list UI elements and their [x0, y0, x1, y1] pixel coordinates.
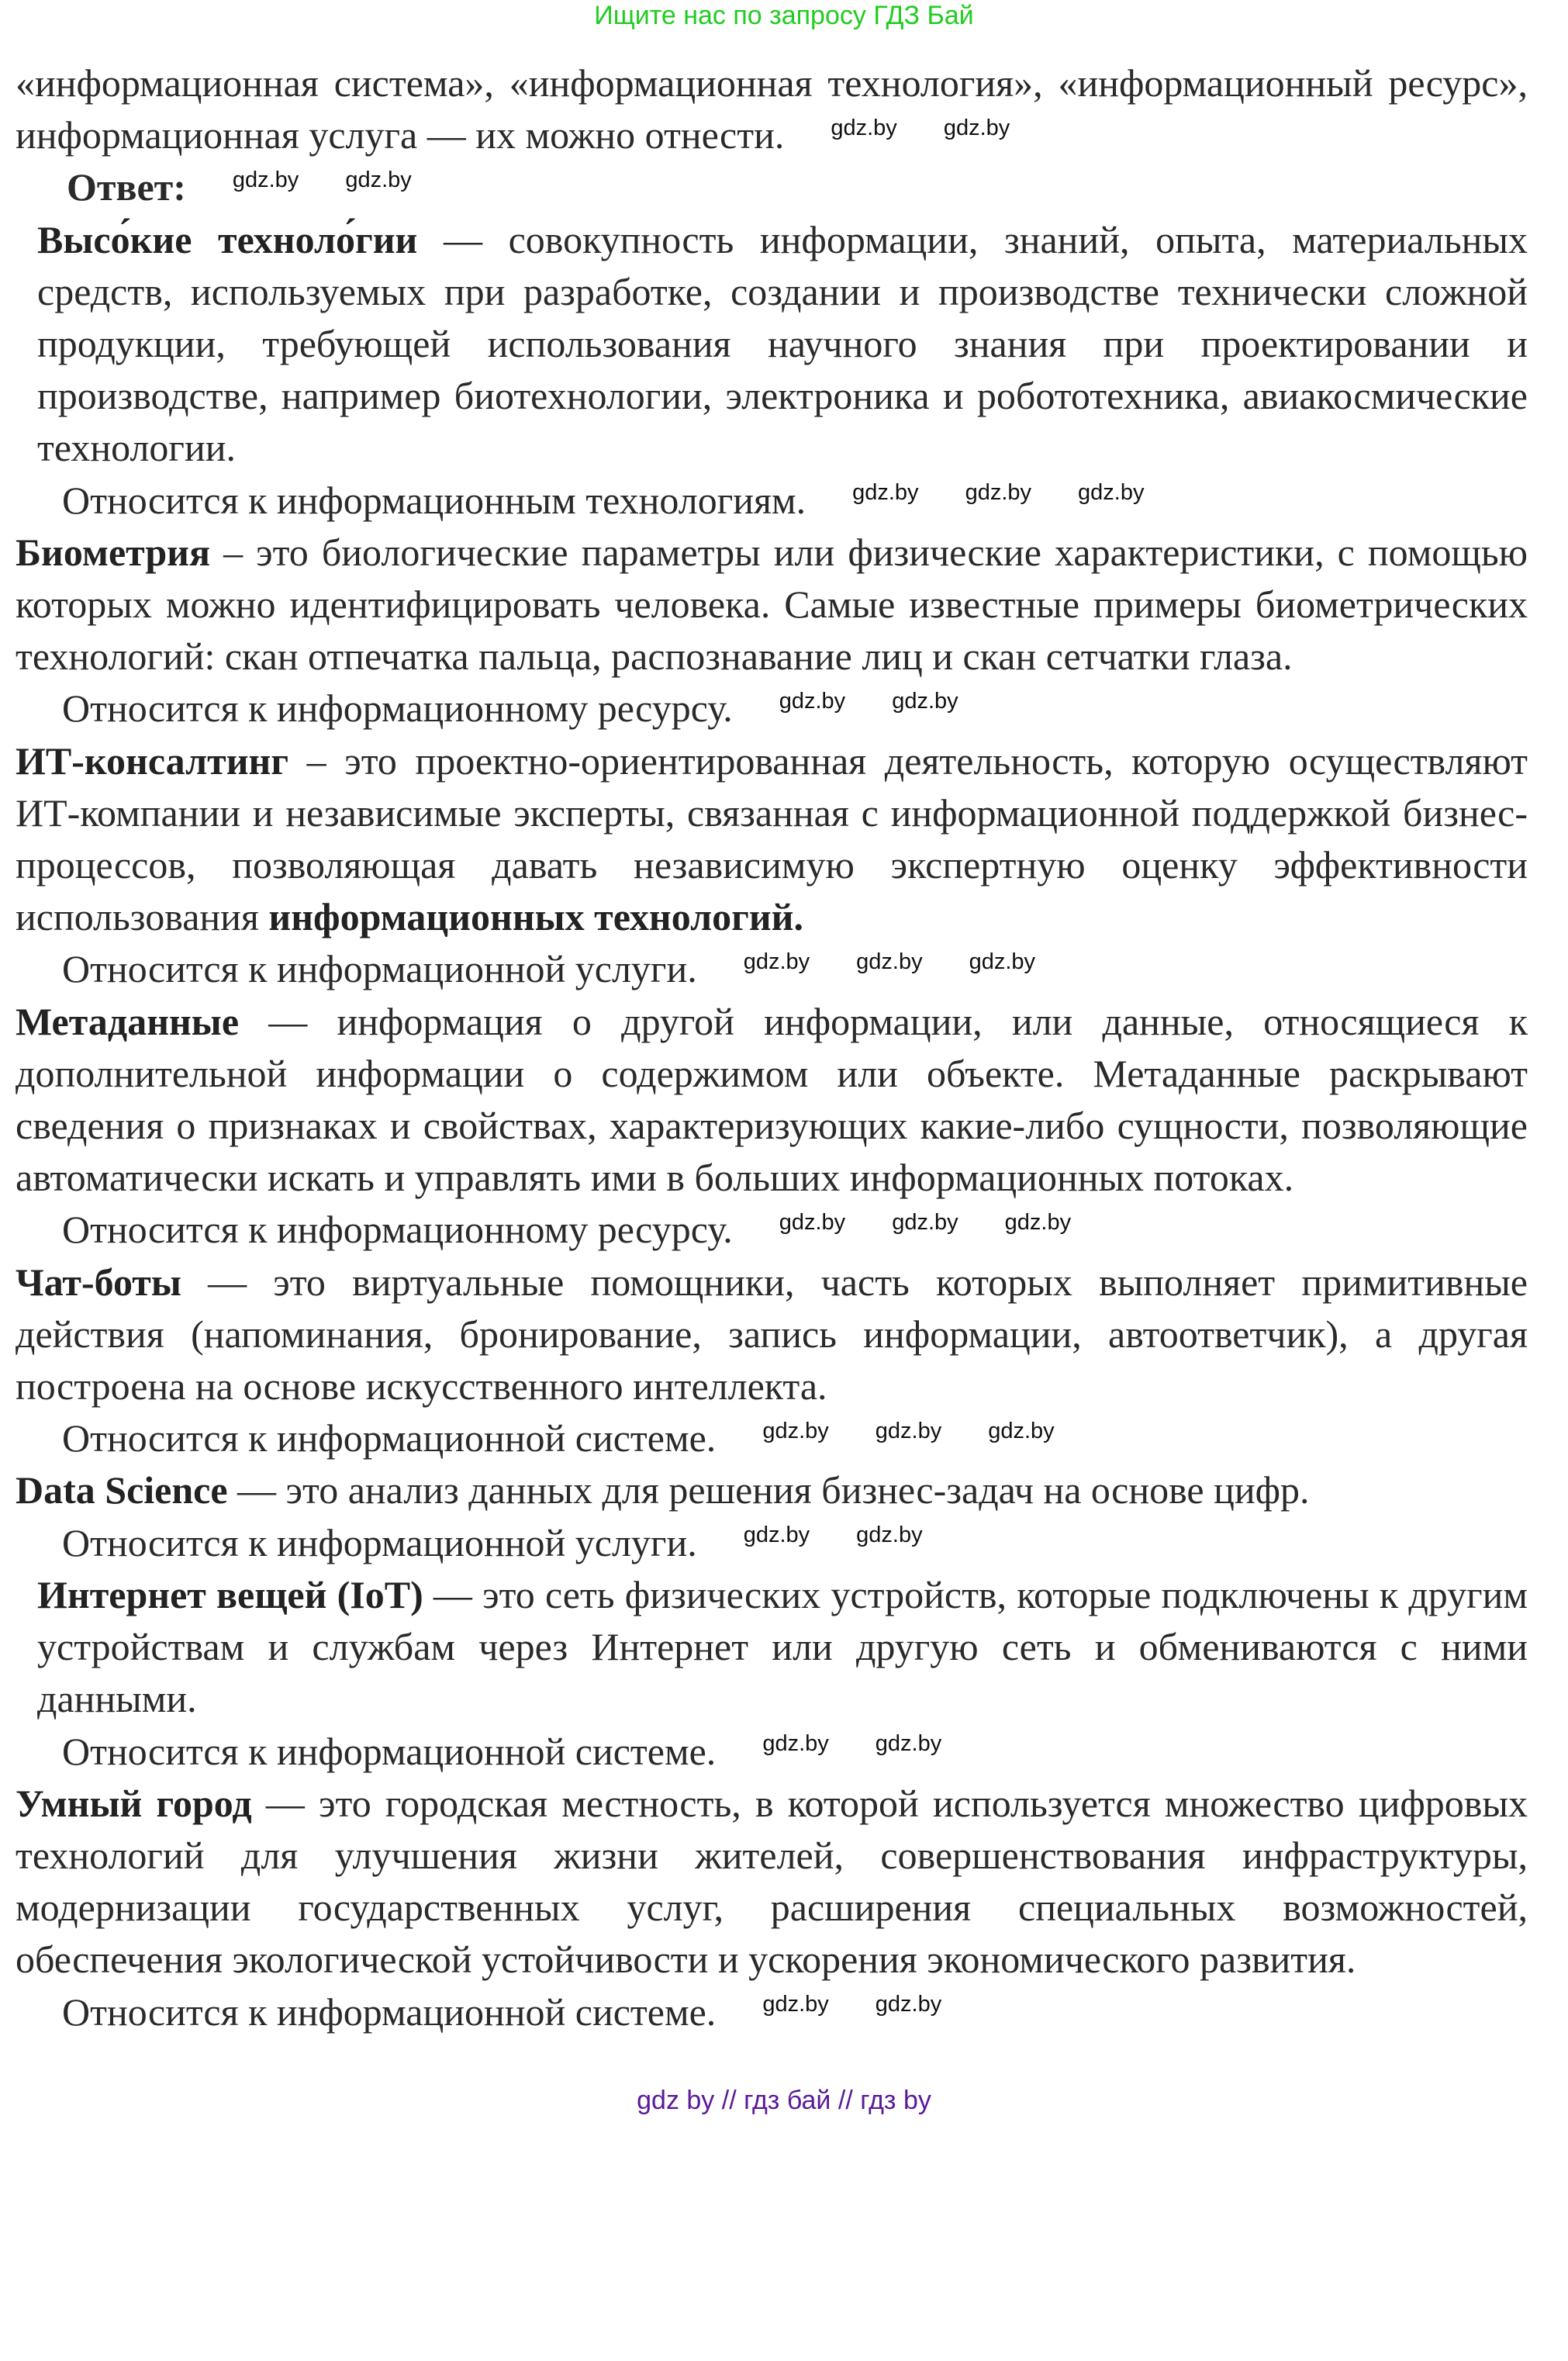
watermark: gdz.by — [852, 479, 919, 505]
category-text: Относится к информационной системе. — [62, 1416, 717, 1461]
term: ИТ-консалтинг — [16, 738, 289, 783]
definition: — информация о другой информации, или данные, относящиеся к дополнительной информации о содержимом или объекте. Метаданные раскрывают сведения о признаках и свойствах, характеризующих какие-либо сущности, позволяющие автоматически искать и управлять ими в больших информационных потоках. — [16, 999, 1528, 1200]
watermark: gdz.by — [831, 115, 897, 140]
watermark: gdz.by — [232, 167, 299, 192]
watermark: gdz.by — [345, 167, 412, 192]
category-text: Относится к информационным технологиям. — [62, 478, 806, 522]
watermark: gdz.by — [1004, 1209, 1072, 1235]
term: Чат-боты — [16, 1260, 181, 1304]
watermark: gdz.by — [943, 115, 1010, 140]
definition-paragraph — [16, 527, 1528, 683]
watermark: gdz.by — [969, 949, 1036, 974]
answer-label: Ответ: — [67, 165, 186, 209]
watermark: gdz.by — [875, 1991, 942, 2017]
definition-bold: информационных технологий. — [268, 895, 803, 939]
watermark: gdz.by — [965, 479, 1032, 505]
watermark: gdz.by — [779, 1209, 846, 1235]
category-line — [16, 683, 1528, 735]
term: Интернет вещей (IoT) — [37, 1572, 423, 1616]
entries-list — [16, 214, 1528, 2038]
category-text: Относится к информационному ресурсу. — [62, 686, 733, 731]
definition: — совокупность информации, знаний, опыта, материальных средств, используемых при разработке, создании и производстве технически сложной продукции, требующей использования научного знания при проектировании и производстве, например биотехнологии, электроника и робототехника, авиакосмические технологии. — [37, 217, 1528, 470]
category-line — [16, 1517, 1528, 1569]
watermark: gdz.by — [743, 1523, 810, 1548]
term: Умный город — [16, 1781, 252, 1825]
term: Data Science — [16, 1468, 228, 1512]
search-banner[interactable]: Ищите нас по запросу ГДЗ Бай — [594, 1, 974, 30]
category-text: Относится к информационному ресурсу. — [62, 1208, 733, 1252]
watermark: gdz.by — [875, 1730, 942, 1756]
watermark: gdz.by — [892, 1209, 958, 1235]
watermark: gdz.by — [875, 1418, 942, 1443]
definition: – это биологические параметры или физические характеристики, с помощью которых можно идентифицировать человека. Самые известные примеры биометрических технологий: скан отпечатка пальца, распознавание лиц и скан сетчатки глаза. — [16, 530, 1528, 679]
watermark: gdz.by — [762, 1991, 829, 2017]
category-line — [16, 1726, 1528, 1778]
watermark: gdz.by — [988, 1418, 1055, 1443]
watermark: gdz.by — [856, 949, 923, 974]
watermark: gdz.by — [743, 949, 810, 974]
category-line — [16, 1986, 1528, 2038]
category-line — [16, 1204, 1528, 1256]
category-line — [16, 475, 1528, 527]
category-text: Относится к информационной системе. — [62, 1989, 717, 2034]
watermark: gdz.by — [779, 688, 846, 714]
watermark: gdz.by — [1078, 479, 1145, 505]
footer-links[interactable]: gdz by // гдз бай // гдз by — [637, 2085, 931, 2115]
category-text: Относится к информационной услуги. — [62, 1520, 697, 1564]
definition-paragraph — [16, 1257, 1528, 1413]
definition: — это городская местность, в которой используется множество цифровых технологий для улучшения жизни жителей, совершенствования инфраструктуры, модернизации государственных услуг, расширения специальных возможностей, обеспечения экологической устойчивости и ускорения экономического развития. — [16, 1781, 1528, 1982]
watermark: gdz.by — [762, 1730, 829, 1756]
definition: — это виртуальные помощники, часть которых выполняет примитивные действия (напоминания, бронирование, запись информации, автоответчик), а другая построена на основе искусственного интеллекта. — [16, 1260, 1528, 1409]
category-line — [16, 1412, 1528, 1464]
document-body — [16, 57, 1528, 2038]
definition-paragraph — [16, 1778, 1528, 1986]
definition: — это сеть физических устройств, которые подключены к другим устройствам и службам через Интернет или другую сеть и обмениваются с ними данными. — [37, 1572, 1528, 1721]
definition-paragraph — [16, 214, 1528, 475]
definition-paragraph — [16, 1464, 1528, 1516]
definition-paragraph — [16, 1569, 1528, 1726]
category-text: Относится к информационной услуги. — [62, 947, 697, 991]
category-text: Относится к информационной системе. — [62, 1729, 717, 1773]
watermark: gdz.by — [856, 1523, 923, 1548]
watermark: gdz.by — [762, 1418, 829, 1443]
term: Высо́кие техноло́гии — [37, 217, 418, 261]
term: Метаданные — [16, 999, 240, 1043]
intro-paragraph — [16, 57, 1528, 161]
watermark: gdz.by — [892, 688, 958, 714]
answer-line — [16, 161, 1528, 213]
intro-text: «информационная система», «информационная технология», «информационный ресурс», информационная услуга — их можно отнести. — [16, 61, 1528, 157]
definition: — это анализ данных для решения бизнес-задач на основе цифр. — [227, 1468, 1310, 1512]
definition: – это проектно-ориентированная деятельность, которую осуществляют ИТ-компании и независимые эксперты, связанная с информационной поддержкой бизнес-процессов, позволяющая давать независимую экспертную оценку эффективности использования — [16, 738, 1528, 939]
definition-paragraph — [16, 996, 1528, 1205]
definition-paragraph — [16, 735, 1528, 944]
category-line — [16, 943, 1528, 995]
term: Биометрия — [16, 530, 211, 574]
